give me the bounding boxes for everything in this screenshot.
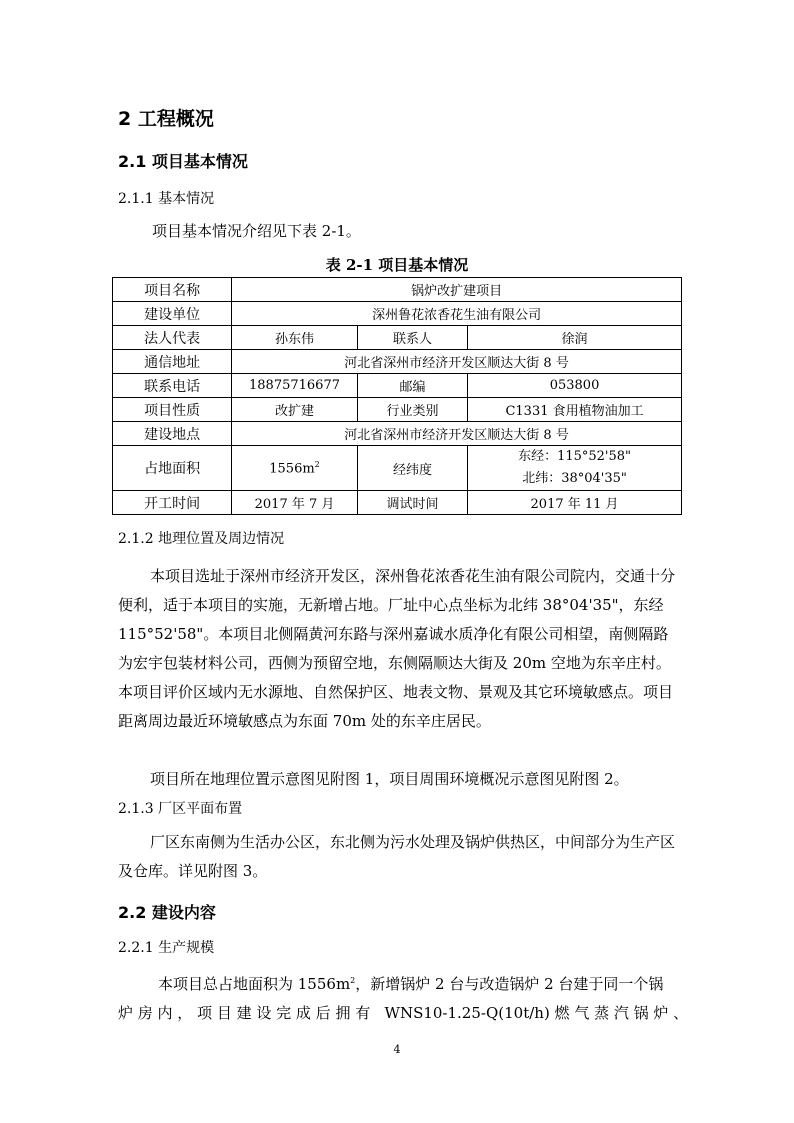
postcode-value: 053800 [468, 374, 682, 398]
industry-label: 行业类别 [357, 398, 467, 422]
scale-superscript: 2 [350, 976, 356, 985]
project-info-table [112, 277, 682, 515]
legal-rep-value: 孙东伟 [232, 326, 358, 350]
section-heading-2-1: 2.1 项目基本情况 [118, 152, 248, 171]
table-row [113, 374, 682, 398]
scale-paragraph-line1 [118, 966, 678, 999]
table-row [113, 491, 682, 515]
table-row [113, 278, 682, 302]
area-superscript: 2 [314, 459, 320, 469]
section-heading-2-2: 2.2 建设内容 [118, 903, 216, 922]
latitude: 北纬：38°04'35" [522, 471, 627, 486]
subsection-heading-2-1-3: 2.1.3 厂区平面布置 [118, 801, 243, 817]
subsection-heading-2-1-1: 2.1.1 基本情况 [118, 191, 215, 207]
postcode-label: 邮编 [357, 374, 467, 398]
project-name-value: 锅炉改扩建项目 [232, 278, 682, 302]
builder-value: 深州鲁花浓香花生油有限公司 [232, 302, 682, 326]
site-label: 建设地点 [113, 422, 232, 446]
scale-text-a: 本项目总占地面积为 1556m [158, 975, 351, 993]
phone-label: 联系电话 [113, 374, 232, 398]
phone-value: 18875716677 [232, 374, 358, 398]
area-number: 1556m [269, 461, 315, 477]
debug-label: 调试时间 [357, 491, 467, 515]
geo-paragraph-2: 项目所在地理位置示意图见附图 1，项目周围环境概况示意图见附图 2。 [150, 770, 629, 788]
contact-value: 徐润 [468, 326, 682, 350]
area-label: 占地面积 [113, 446, 232, 491]
debug-value: 2017 年 11 月 [468, 491, 682, 515]
chapter-heading: 2 工程概况 [118, 108, 214, 130]
page-number: 4 [393, 1043, 401, 1056]
table-row [113, 398, 682, 422]
start-value: 2017 年 7 月 [232, 491, 358, 515]
builder-label: 建设单位 [113, 302, 232, 326]
table-row [113, 326, 682, 350]
address-value: 河北省深州市经济开发区顺达大街 8 号 [232, 350, 682, 374]
table-row [113, 422, 682, 446]
contact-label: 联系人 [357, 326, 467, 350]
subsection-heading-2-2-1: 2.2.1 生产规模 [118, 940, 215, 956]
table-caption: 表 2-1 项目基本情况 [325, 256, 469, 274]
area-value [232, 446, 358, 491]
scale-paragraph-line2: 炉 房 内 ， 项 目 建 设 完 成 后 拥 有 WNS10-1.25-Q(10t/h) 燃 气 蒸 汽 锅 炉 、 [118, 1004, 689, 1022]
site-value: 河北省深州市经济开发区顺达大街 8 号 [232, 422, 682, 446]
subsection-heading-2-1-2: 2.1.2 地理位置及周边情况 [118, 531, 285, 547]
nature-value: 改扩建 [232, 398, 358, 422]
longitude: 东经：115°52'58" [518, 449, 632, 464]
geo-paragraph-1: 本项目选址于深州市经济开发区，深州鲁花浓香花生油有限公司院内，交通十分便利，适于本项目的实施，无新增占地。厂址中心点坐标为北纬 38°04'35"，东经 115°52'58"。本项目北侧隔黄河东路与深州嘉诚水质净化有限公司相望，南侧隔路为宏宇包装材料公司，西侧为预留空地，东侧隔顺达大街及 20m 空地为东辛庄村。本项目评价区域内无水源地、自然保护区、地表文物、景观及其它环境敏感点。项目距离周边最近环境敏感点为东面 70m 处的东辛庄居民。 [118, 567, 676, 730]
start-label: 开工时间 [113, 491, 232, 515]
scale-text-b: ，新增锅炉 2 台与改造锅炉 2 台建于同一个锅 [355, 975, 664, 993]
project-name-label: 项目名称 [113, 278, 232, 302]
layout-paragraph: 厂区东南侧为生活办公区，东北侧为污水处理及锅炉供热区，中间部分为生产区及仓库。详见附图 3。 [118, 833, 676, 880]
coord-value [468, 446, 682, 491]
coord-label: 经纬度 [357, 446, 467, 491]
industry-value: C1331 食用植物油加工 [468, 398, 682, 422]
nature-label: 项目性质 [113, 398, 232, 422]
intro-text: 项目基本情况介绍见下表 2-1。 [152, 222, 361, 240]
legal-rep-label: 法人代表 [113, 326, 232, 350]
table-row [113, 446, 682, 491]
address-label: 通信地址 [113, 350, 232, 374]
scale-paragraph [118, 966, 689, 1028]
table-row [113, 350, 682, 374]
table-row [113, 302, 682, 326]
